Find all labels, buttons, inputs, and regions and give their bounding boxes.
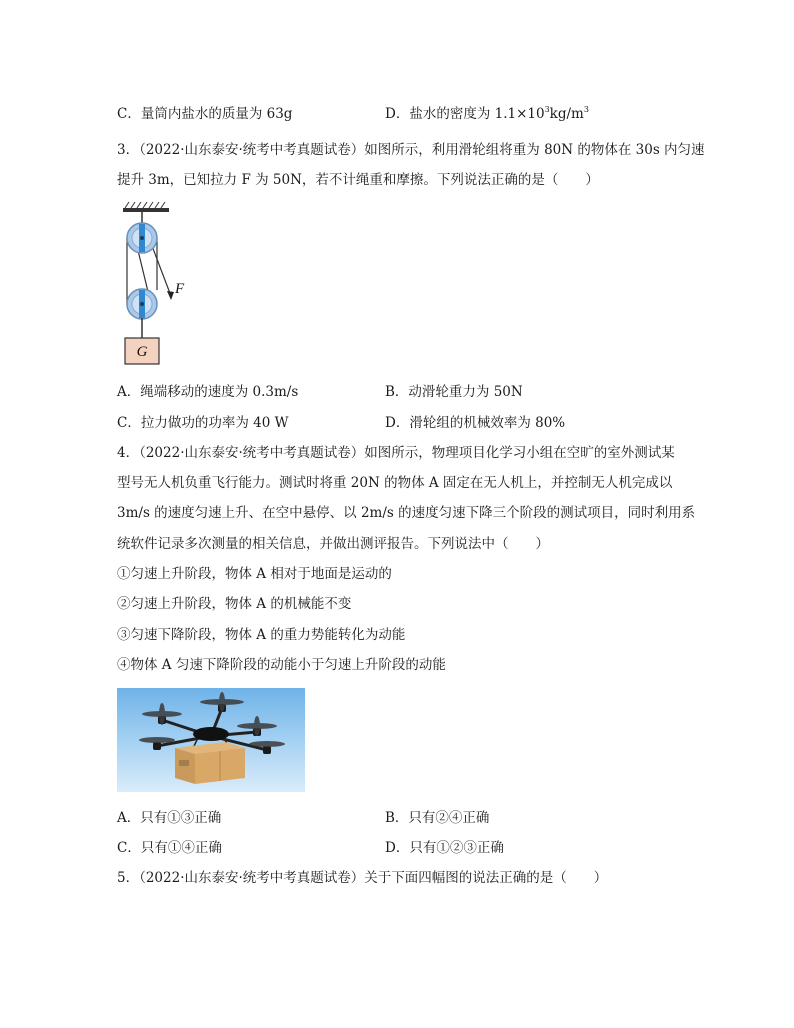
q4-statement-1: ①匀速上升阶段，物体 A 相对于地面是运动的 (117, 566, 392, 582)
q4-option-a: A．只有①③正确 (117, 810, 222, 826)
q3-stem-line-1: 3．（2022·山东泰安·统考中考真题试卷）如图所示，利用滑轮组将重为 80N 的物体在 30s 内匀速 (117, 142, 705, 158)
weight-label-g: G (136, 344, 148, 360)
q4-option-d: D．只有①②③正确 (385, 840, 504, 856)
q4-stem-line-2: 型号无人机负重飞行能力。测试时将重 20N 的物体 A 固定在无人机上，并控制无人机完成以 (117, 475, 673, 491)
q3-option-c: C．拉力做功的功率为 40 W (117, 415, 289, 431)
pulley-system-figure (115, 200, 215, 370)
ceiling-bar (123, 208, 169, 212)
q3-stem-line-2: 提升 3m，已知拉力 F 为 50N，若不计绳重和摩擦。下列说法正确的是（ ） (117, 172, 599, 188)
q3-option-b: B．动滑轮重力为 50N (385, 384, 523, 400)
drone-illustration (117, 688, 305, 792)
q4-stem-line-4: 统软件记录多次测量的相关信息，并做出测评报告。下列说法中（ ） (117, 536, 549, 552)
q4-option-b: B．只有②④正确 (385, 810, 490, 826)
movable-pulley (127, 289, 157, 319)
q2-option-c: C．量筒内盐水的质量为 63g (117, 106, 293, 122)
q4-statement-2: ②匀速上升阶段，物体 A 的机械能不变 (117, 596, 352, 612)
arrow-head-icon (167, 291, 174, 300)
q2-option-d-text: D．盐水的密度为 1.1×10 (385, 106, 545, 122)
q4-option-c: C．只有①④正确 (117, 840, 222, 856)
q4-stem-line-1: 4．（2022·山东泰安·统考中考真题试卷）如图所示，物理项目化学习小组在空旷的室外测试某 (117, 445, 675, 461)
q2-option-d (385, 104, 589, 124)
q3-option-a: A．绳端移动的速度为 0.3m/s (117, 384, 299, 400)
q2-option-d-unit: kg/m (549, 106, 584, 122)
q4-statement-3: ③匀速下降阶段，物体 A 的重力势能转化为动能 (117, 627, 406, 643)
q4-stem-line-3: 3m/s 的速度匀速上升、在空中悬停、以 2m/s 的速度匀速下降三个阶段的测试项目，同时利用系 (117, 505, 696, 521)
q5-stem-line-1: 5．（2022·山东泰安·统考中考真题试卷）关于下面四幅图的说法正确的是（ ） (117, 870, 608, 886)
q4-statement-4: ④物体 A 匀速下降阶段的动能小于匀速上升阶段的动能 (117, 657, 446, 673)
q3-option-d: D．滑轮组的机械效率为 80% (385, 415, 566, 431)
drone-photo (117, 688, 305, 792)
force-label-f: F (175, 281, 185, 297)
q2-option-d-exponent: 3 (544, 105, 550, 114)
fixed-pulley (127, 223, 157, 253)
q2-option-d-unit-exponent: 3 (583, 105, 589, 114)
